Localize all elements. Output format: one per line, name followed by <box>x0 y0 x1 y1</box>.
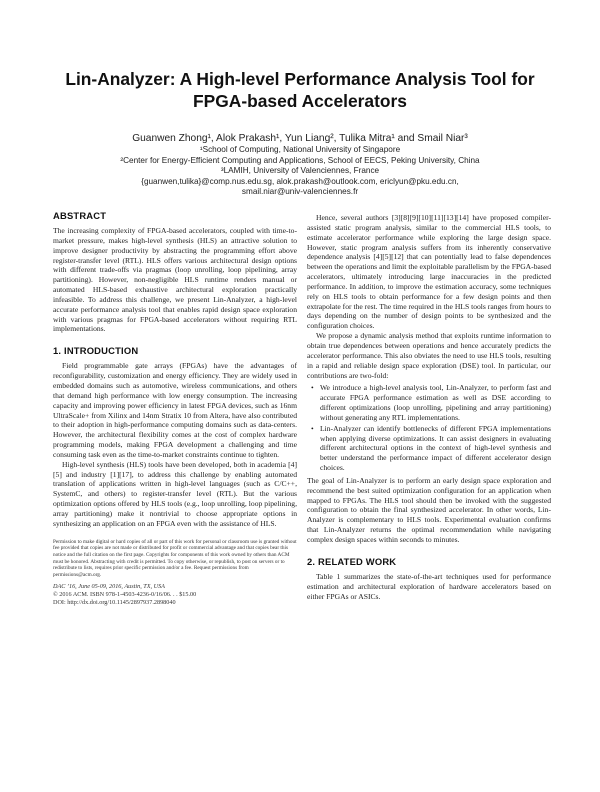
left-column <box>53 210 297 607</box>
copyright-line: © 2016 ACM. ISBN 978-1-4503-4236-0/16/06. . . $15.00 <box>53 590 197 598</box>
permission-notice <box>53 539 297 579</box>
paper-title: Lin-Analyzer: A High-level Performance Analysis Tool for FPGA-based Accelerators <box>65 69 535 111</box>
related-work-heading: 2. RELATED WORK <box>307 555 397 567</box>
author-block <box>30 132 570 198</box>
intro-paragraph: Field programmable gate arrays (FPGAs) have the advantages of reconfigurability, customization and energy efficiency. They are widely used in embedded domains such as automotive, wireless communications, and others that demand high performance with low energy consumption. The increasing capacity and improving power efficiency in latest FPGA devices, such as 16nm UltraScale+ from Xilinx and 14nm Stratix 10 from Altera, have also contributed to their adoption in high-performance computing domains such as data-centers. However, the architectural flexibility comes at the cost of complex hardware programming models, making FPGA development a challenging and time consuming task even as the time-to-market constraints continue to tighten. <box>53 361 297 459</box>
affiliation-line: ³LAMIH, University of Valenciennes, France <box>220 166 380 176</box>
permission-text: Permission to make digital or hard copies of all or part of this work for personal or classroom use is granted without fee provided that copies are not made or distributed for profit or commercial advantage and that copies bear this notice and the full citation on the first page. Copyrights for components of this work owned by others than ACM must be honored. Abstracting with credit is permitted. To copy otherwise, or republish, to post on servers or to redistribute to lists, requires prior specific permission and/or a fee. Request permissions from permissions@acm.org. <box>53 538 297 579</box>
abstract-text: The increasing complexity of FPGA-based accelerators, coupled with time-to-market pressure, makes high-level synthesis (HLS) an attractive solution to improve designer productivity by abstracting the programming effort above register-transfer level (RTL). HLS offers various architectural design options with different trade-offs via pragmas (loop unrolling, loop pipelining, array partitioning). However, non-negligible HLS runtime renders manual or automated HLS-based exhaustive architectural exploration practically infeasible. To address this challenge, we present Lin-Analyzer, a high-level accurate performance analysis tool that enables rapid design space exploration with various pragmas for FPGA-based accelerators without requiring RTL implementations. <box>53 226 297 334</box>
list-item: • Lin-Analyzer can identify bottlenecks of different FPGA implementations when applying diverse optimizations. It can assist designers in evaluating different architectural options in the context of high-level synthesis and better understand the performance impact of different accelerator design choices. <box>320 424 551 473</box>
body-paragraph: The goal of Lin-Analyzer is to perform an early design space exploration and recommend the best suited optimization configuration for an application when mapped to FPGAs. The HLS tool should then be invoked with the suggested configuration to obtain the final synthesized accelerator. In other words, Lin-Analyzer is complementary to HLS tools. Experimental evaluation confirms that Lin-Analyzer returns the optimal recommendation while navigating complex design spaces within seconds to minutes. <box>307 475 551 544</box>
body-paragraph: We propose a dynamic analysis method that exploits runtime information to obtain true dependences between operations and hence accurately predicts the accelerator performance. This also obviates the need to use HLS tools, resulting in a rapid and reliable design space exploration (DSE) tool. In particular, our contributions are two-fold: <box>307 331 551 380</box>
author-emails: {guanwen,tulika}@comp.nus.edu.sg, alok.prakash@outlook.com, ericlyun@pku.edu.cn, <box>141 176 459 186</box>
affiliation-line: ²Center for Energy-Efficient Computing and Applications, School of EECS, Peking University, China <box>120 155 480 165</box>
intro-paragraph: High-level synthesis (HLS) tools have been developed, both in academia [4][5] and industry [1][17], to address this challenge by enabling automated translation of applications written in high-level languages (such as C/C++, SystemC, and others) to register-transfer level (RTL). But the various optimization options offered by HLS tools (e.g., loop unrolling, loop pipelining, array partitioning) make it nontrivial to choose appropriate options in synthesizing an application on an FPGA even with the assistance of HLS. <box>53 459 297 528</box>
conference-line: DAC ’16, June 05-09, 2016, Austin, TX, USA <box>53 582 165 590</box>
publication-metadata <box>53 583 297 607</box>
author-emails: smail.niar@univ-valenciennes.fr <box>241 187 359 197</box>
author-names: Guanwen Zhong¹, Alok Prakash¹, Yun Liang², Tulika Mitra¹ and Smail Niar³ <box>132 133 468 144</box>
introduction-heading: 1. INTRODUCTION <box>53 345 139 357</box>
doi-line[interactable]: DOI: http://dx.doi.org/10.1145/2897937.2898040 <box>53 599 176 607</box>
right-column <box>307 213 551 601</box>
body-paragraph: Table 1 summarizes the state-of-the-art techniques used for performance estimation and architectural exploration of hardware accelerators based on either FPGAs or ASICs. <box>307 571 551 601</box>
abstract-heading: ABSTRACT <box>53 210 107 221</box>
list-item: • We introduce a high-level analysis tool, Lin-Analyzer, to perform fast and accurate FPGA performance estimation as well as DSE according to different optimizations (loop unrolling, pipelining and array partitioning) without generating any RTL implementations. <box>320 383 551 422</box>
affiliation-line: ¹School of Computing, National University of Singapore <box>199 145 401 154</box>
body-paragraph: Hence, several authors [3][8][9][10][11][13][14] have proposed compiler-assisted static program analysis, similar to the commercial HLS tools, to estimate accelerator performance while exploring the large design space. However, static program analysis suffers from its inherently conservative dependence analysis [4][5][12] that can potentially lead to false dependences between the operations and limit the exploitable parallelism by the FPGA-based accelerators, ultimately introducing large inaccuracies in the predicted performance. In addition, to improve the estimation accuracy, some techniques rely on HLS tools to obtain performance for a few design points and then extrapolate for the rest. The time required in the HLS tools ranges from hours to days depending on the number of design points to be synthesized and the configuration choices. <box>307 213 551 331</box>
contributions-list <box>307 383 551 473</box>
